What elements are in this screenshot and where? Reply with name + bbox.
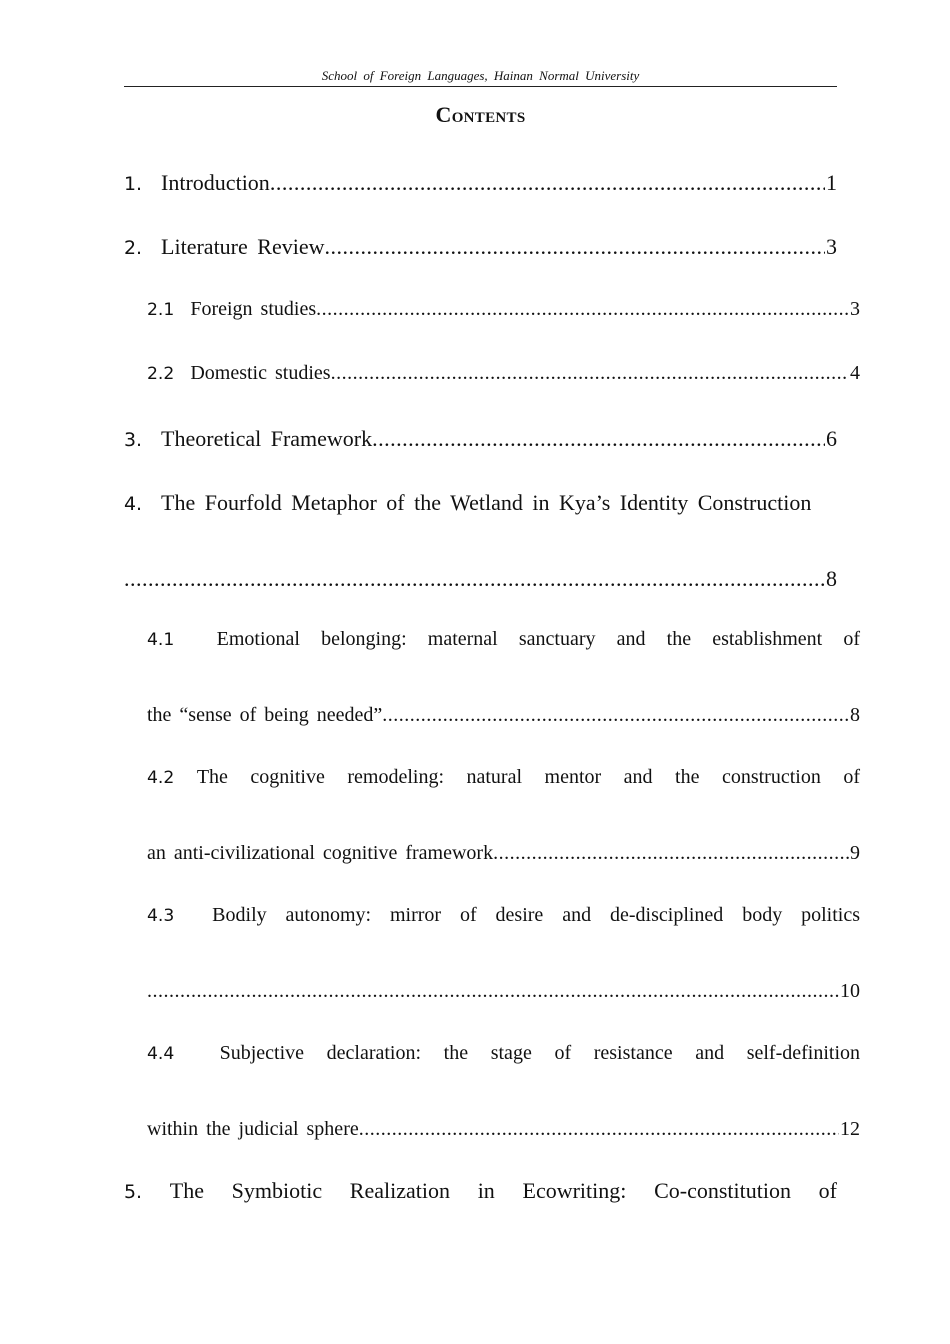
contents-title: Contents [435, 102, 526, 127]
toc-title: Bodily autonomy: mirror of desire and de-disciplined body politics [212, 904, 861, 926]
dot-leader [316, 298, 849, 321]
toc-number: 4.4 [147, 1044, 175, 1064]
toc-title-continued: the “sense of being needed” [147, 704, 383, 726]
toc-page-number: 8 [826, 566, 837, 591]
toc-title: The cognitive remodeling: natural mentor and the construction of [196, 766, 860, 788]
dot-leader [331, 362, 849, 385]
toc-page-number: 3 [850, 298, 860, 320]
toc-title-continued: an anti-civilizational cognitive framework [147, 842, 494, 864]
toc-page-number: 3 [826, 234, 837, 259]
toc-title: Literature Review [161, 234, 325, 259]
page-header [124, 66, 837, 87]
header-text: School of Foreign Languages, Hainan Normal University [321, 68, 640, 83]
toc-number: 5. [124, 1181, 143, 1203]
toc-number: 3. [124, 429, 143, 451]
toc-page-number: 6 [826, 426, 837, 451]
toc-page-number: 8 [850, 704, 860, 726]
toc-title: Subjective declaration: the stage of resistance and self-definition [219, 1042, 860, 1064]
dot-leader [324, 234, 825, 260]
dot-leader [270, 170, 825, 196]
dot-leader [147, 980, 839, 1003]
toc-title-continued: within the judicial sphere [147, 1118, 359, 1140]
toc-number: 1. [124, 173, 143, 195]
toc-number: 4.2 [147, 768, 175, 788]
dot-leader [372, 426, 825, 452]
toc-title: Introduction [161, 170, 270, 195]
dot-leader [124, 566, 825, 592]
toc-title: The Symbiotic Realization in Ecowriting: Co-constitution of [169, 1178, 837, 1203]
dot-leader [359, 1118, 839, 1141]
toc-number: 4. [124, 493, 143, 515]
toc-number: 2.2 [147, 364, 175, 384]
dot-leader [493, 842, 849, 865]
toc-title: Theoretical Framework [161, 426, 373, 451]
toc-number: 2.1 [147, 300, 175, 320]
dot-leader [382, 704, 849, 727]
toc-number: 4.3 [147, 906, 175, 926]
toc-page-number: 9 [850, 842, 860, 864]
toc-title: Domestic studies [190, 362, 331, 384]
toc-number: 4.1 [147, 630, 175, 650]
toc-page-number: 1 [826, 170, 837, 195]
toc-title: The Fourfold Metaphor of the Wetland in Kya’s Identity Construction [161, 490, 812, 515]
toc-page-number: 4 [850, 362, 860, 384]
toc-page-number: 10 [840, 980, 860, 1002]
toc-number: 2. [124, 237, 143, 259]
toc-title: Foreign studies [190, 298, 317, 320]
toc-page-number: 12 [840, 1118, 860, 1140]
toc-title: Emotional belonging: maternal sanctuary and the establishment of [216, 628, 860, 650]
